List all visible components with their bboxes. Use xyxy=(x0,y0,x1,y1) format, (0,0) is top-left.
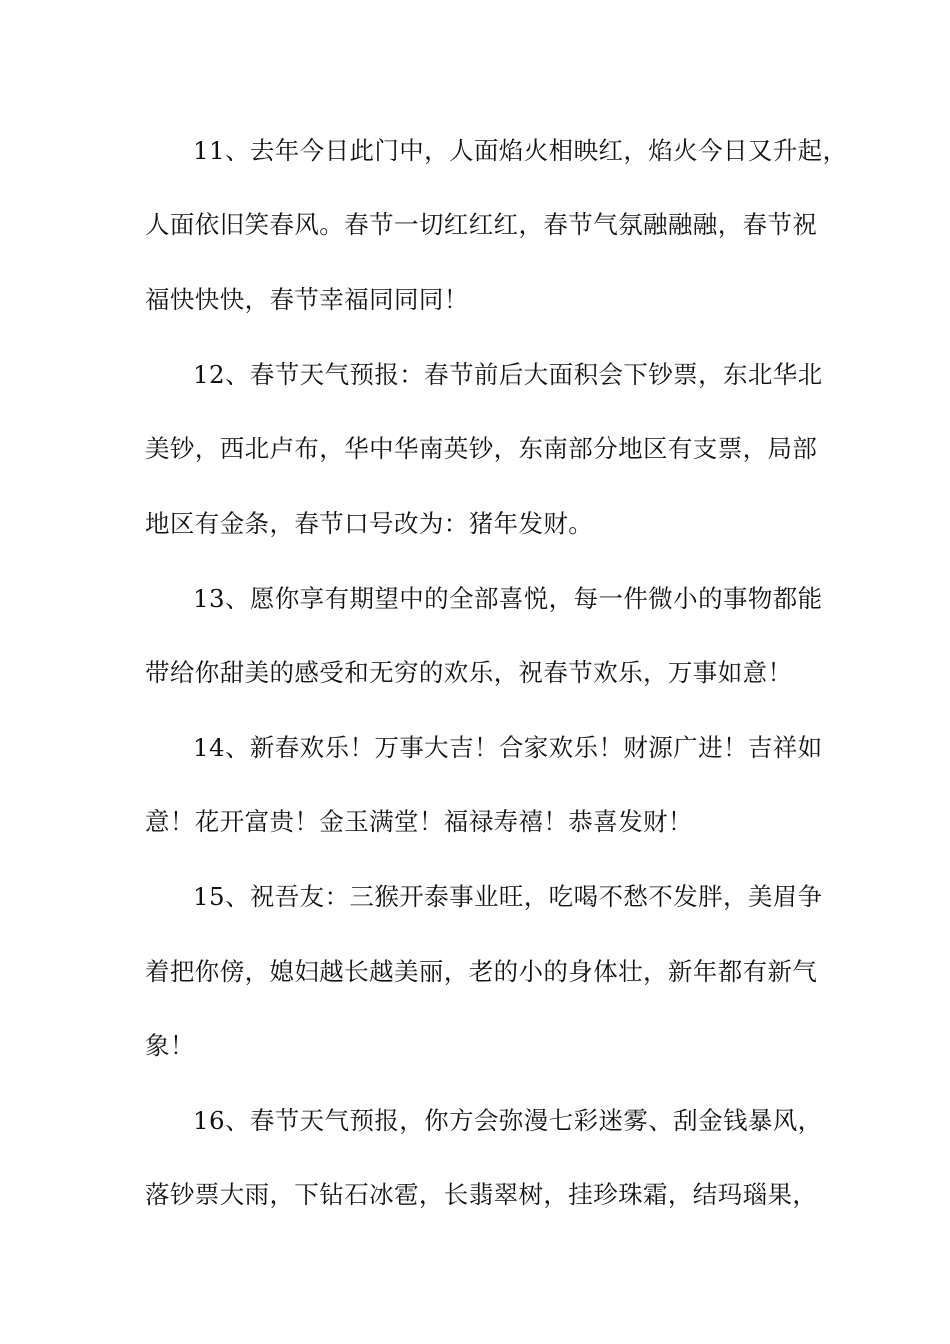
paragraph-13-line-2: 带给你甜美的感受和无穷的欢乐，祝春节欢乐，万事如意！ xyxy=(145,658,793,687)
paragraph-12-line-3: 地区有金条，春节口号改为：猪年发财。 xyxy=(145,509,594,538)
paragraph-15-line-1: 15、祝吾友：三猴开泰事业旺，吃喝不愁不发胖，美眉争 xyxy=(193,882,823,911)
paragraph-15-line-3: 象！ xyxy=(145,1031,195,1060)
paragraph-13-line-1: 13、愿你享有期望中的全部喜悦，每一件微小的事物都能 xyxy=(193,584,823,613)
paragraph-16-line-1: 16、春节天气预报，你方会弥漫七彩迷雾、刮金钱暴风， xyxy=(193,1106,823,1135)
paragraph-12-line-2: 美钞，西北卢布，华中华南英钞，东南部分地区有支票，局部 xyxy=(145,434,818,463)
paragraph-11-line-3: 福快快快，春节幸福同同同！ xyxy=(145,285,469,314)
paragraph-16-line-2: 落钞票大雨，下钻石冰雹，长翡翠树，挂珍珠霜，结玛瑙果， xyxy=(145,1180,818,1209)
paragraph-12-line-1: 12、春节天气预报：春节前后大面积会下钞票，东北华北 xyxy=(193,360,823,389)
paragraph-14-line-1: 14、新春欢乐！万事大吉！合家欢乐！财源广进！吉祥如 xyxy=(193,733,823,762)
paragraph-15-line-2: 着把你傍，媳妇越长越美丽，老的小的身体壮，新年都有新气 xyxy=(145,957,818,986)
paragraph-11-line-1: 11、去年今日此门中，人面焰火相映红，焰火今日又升起， xyxy=(193,136,848,165)
paragraph-11-line-2: 人面依旧笑春风。春节一切红红红，春节气氛融融融，春节祝 xyxy=(145,210,818,239)
paragraph-14-line-2: 意！花开富贵！金玉满堂！福禄寿禧！恭喜发财！ xyxy=(145,807,693,836)
